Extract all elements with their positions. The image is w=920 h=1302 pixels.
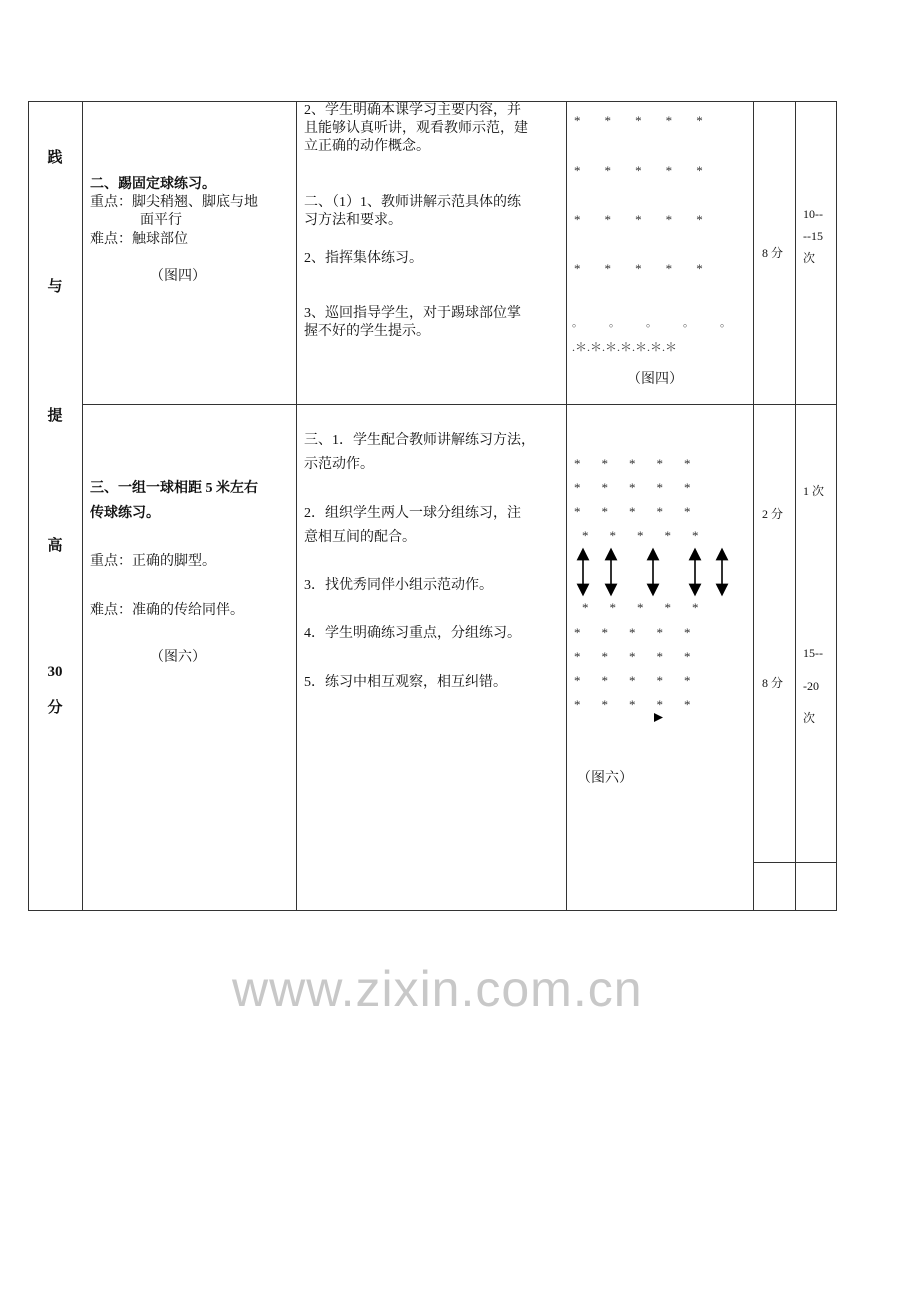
figure-caption: （图六） — [577, 771, 633, 786]
method-line: 3、巡回指导学生，对于踢球部位掌 — [304, 306, 521, 321]
figure-ref: （图六） — [150, 650, 206, 665]
side-label: 践 — [47, 150, 63, 166]
method-line: 且能够认真听讲，观看教师示范，建 — [304, 121, 528, 136]
formation-row: * * * * * — [582, 600, 701, 615]
ball-direction-icon — [653, 712, 665, 724]
time-value: 8 分 — [762, 246, 784, 260]
method-line: 3．找优秀同伴小组示范动作。 — [304, 578, 493, 593]
table-border-left — [28, 101, 29, 911]
method-line: 2．组织学生两人一球分组练习，注 — [304, 506, 521, 521]
formation-row: * * * * * — [582, 528, 701, 543]
count-value: 次 — [803, 711, 816, 725]
formation-row: * * * * * — [574, 625, 693, 640]
difficulty — [90, 231, 188, 249]
count-value: 次 — [803, 251, 816, 265]
formation-row: * * * * * — [574, 113, 704, 128]
method-line: 握不好的学生提示。 — [304, 324, 430, 339]
col-divider — [82, 101, 83, 911]
table-border-bottom — [28, 910, 837, 911]
diff-text: 触球部位 — [132, 232, 188, 247]
method-line: 4．学生明确练习重点，分组练习。 — [304, 626, 521, 641]
diff-label: 难点： — [90, 232, 132, 247]
formation-row: * * * * * — [574, 480, 693, 495]
col-divider — [795, 101, 796, 911]
count-value: 10-- — [803, 207, 823, 221]
method-line: 示范动作。 — [304, 457, 374, 472]
side-label: 分 — [47, 700, 63, 716]
formation-row: * * * * * — [574, 697, 693, 712]
method-line: 二、（1）1、教师讲解示范具体的练 — [304, 195, 521, 210]
method-line: 5．练习中相互观察，相互纠错。 — [304, 675, 507, 690]
section-title: 二、踢固定球练习。 — [90, 177, 216, 192]
row-divider — [82, 404, 837, 405]
col-divider — [753, 101, 754, 911]
count-value: --15 — [803, 229, 823, 243]
key-point — [90, 194, 258, 212]
formation-row: * * * * * — [574, 673, 693, 688]
side-label: 与 — [47, 279, 63, 295]
dot-row: .＊.＊.＊.＊.＊.＊.＊ — [572, 340, 678, 354]
formation-row: * * * * * — [574, 504, 693, 519]
watermark: www.zixin.com.cn — [232, 961, 643, 1017]
time-value: 8 分 — [762, 676, 784, 690]
formation-row: * * * * * — [574, 212, 704, 227]
side-label: 高 — [47, 538, 63, 554]
ball-row: 。 。 。 。 。 — [572, 317, 734, 329]
count-value: 15-- — [803, 646, 823, 660]
table-border-right — [836, 101, 837, 911]
row-divider — [753, 862, 837, 863]
key-point-cont: 面平行 — [140, 213, 182, 228]
side-label: 提 — [47, 408, 63, 424]
col-divider — [566, 101, 567, 911]
difficulty: 难点：准确的传给同伴。 — [90, 603, 244, 618]
method-line: 立正确的动作概念。 — [304, 139, 430, 154]
method-line: 2、学生明确本课学习主要内容，并 — [304, 103, 521, 118]
section-title: 传球练习。 — [90, 506, 160, 521]
formation-row: * * * * * — [574, 261, 704, 276]
method-line: 意相互间的配合。 — [304, 530, 416, 545]
key-point: 重点：正确的脚型。 — [90, 554, 216, 569]
figure-caption: （图四） — [627, 372, 683, 387]
section-title: 三、一组一球相距 5 米左右 — [90, 481, 258, 496]
side-label: 30 — [47, 664, 63, 680]
figure-ref: （图四） — [150, 269, 206, 284]
pass-arrows — [566, 540, 746, 604]
count-value: 1 次 — [803, 484, 825, 498]
formation-row: * * * * * — [574, 163, 704, 178]
col-divider — [296, 101, 297, 911]
time-value: 2 分 — [762, 507, 784, 521]
method-line: 三、1．学生配合教师讲解练习方法， — [304, 433, 535, 448]
method-line: 习方法和要求。 — [304, 213, 402, 228]
method-line: 2、指挥集体练习。 — [304, 251, 423, 266]
key-text: 脚尖稍翘、脚底与地 — [132, 195, 258, 210]
count-value: -20 — [803, 679, 819, 693]
key-label: 重点： — [90, 195, 132, 210]
formation-row: * * * * * — [574, 456, 693, 471]
formation-row: * * * * * — [574, 649, 693, 664]
